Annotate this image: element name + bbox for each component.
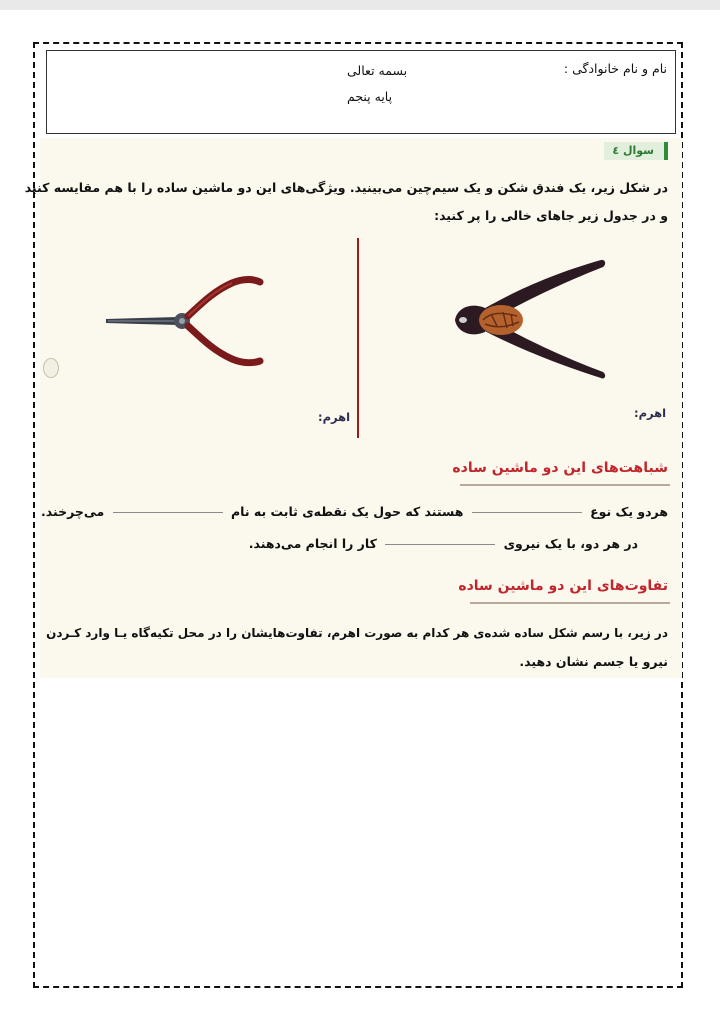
blank-fulcrum[interactable] (113, 512, 223, 513)
question-number-tag: سوال ٤ (604, 142, 668, 160)
basmala: بسمه تعالی (347, 63, 408, 78)
binder-hole (43, 358, 59, 378)
differences-title: تفاوت‌های این دو ماشین ساده (458, 578, 668, 594)
question-intro-line1: در شکل زیر، یک فندق شکن و یک سیم‌چین می‌بینید. ویژگی‌های این دو ماشین ساده را با هم مقایسه کنید (24, 180, 668, 195)
similarities-line1 (41, 504, 668, 519)
blank-force[interactable] (385, 544, 495, 545)
header-box (46, 50, 676, 134)
similarities-line2-part2: کار را انجام می‌دهند. (248, 536, 377, 551)
similarities-title: شباهت‌های این دو ماشین ساده (452, 460, 668, 476)
question-content (24, 138, 682, 678)
similarities-line1-part1: هردو یک نوع (590, 504, 668, 519)
similarities-line2-part1: در هر دو، با یک نیروی (503, 536, 638, 551)
differences-underline (470, 602, 670, 604)
grade-label: پایه پنجم (347, 89, 393, 104)
vertical-divider (357, 238, 359, 438)
similarities-line2 (249, 536, 638, 551)
similarities-line1-part2: هستند که حول یک نقطه‌ی ثابت به نام (231, 504, 464, 519)
nutcracker-icon (445, 256, 615, 386)
lever-label-right: اهرم: (634, 406, 667, 420)
differences-line2: نیرو یا جسم نشان دهید. (519, 654, 668, 669)
differences-line1: در زیر، با رسم شکل ساده شده‌ی هر کدام به صورت اهرم، تفاوت‌هایشان را در محل تکیه‌گاه یـا وارد کـردن (46, 626, 668, 640)
top-bar (0, 0, 720, 10)
question-intro-line2: و در جدول زیر جاهای خالی را پر کنید: (434, 208, 668, 223)
name-field-label: نام و نام خانوادگی : (563, 61, 667, 76)
similarities-line1-part3: می‌چرخند. (41, 504, 105, 519)
lever-label-left: اهرم: (318, 410, 351, 424)
similarities-underline (460, 484, 670, 486)
blank-machine-type[interactable] (472, 512, 582, 513)
pliers-icon (102, 273, 272, 373)
